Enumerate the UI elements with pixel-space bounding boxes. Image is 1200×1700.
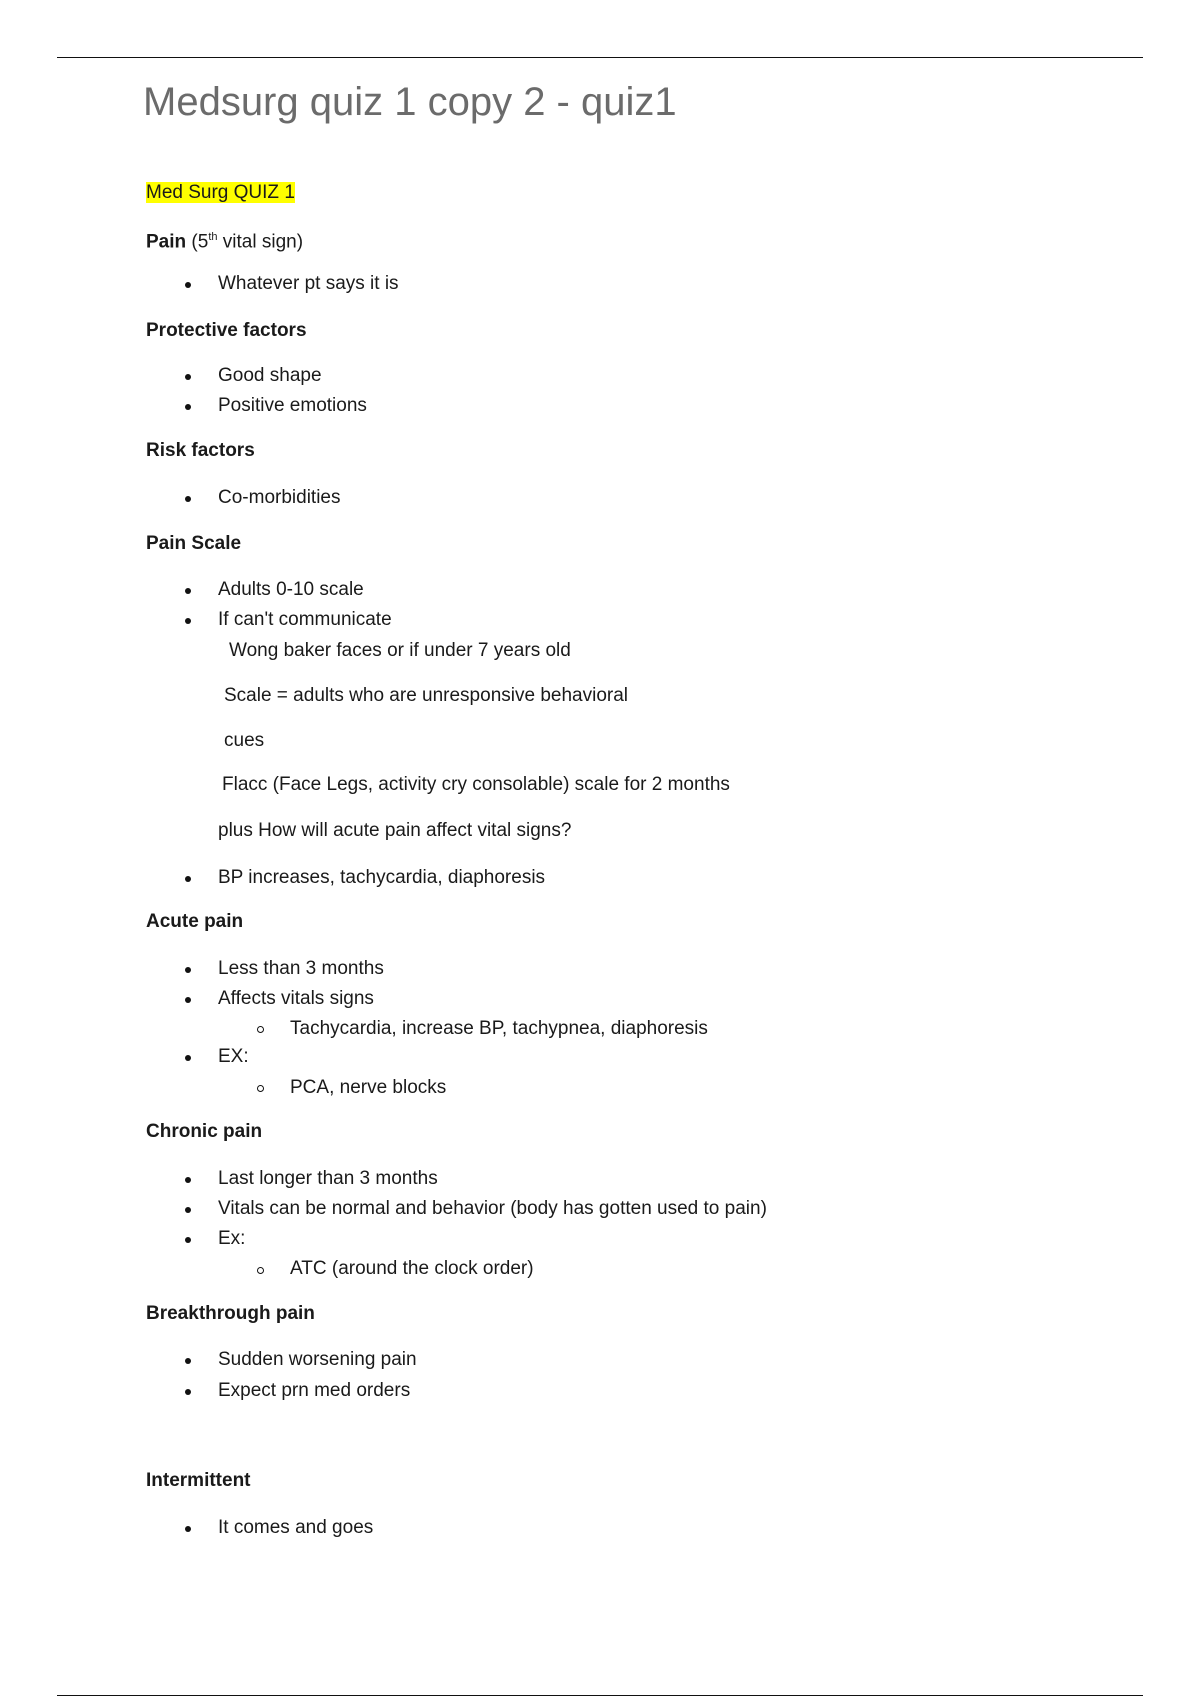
list-item: Sudden worsening pain — [218, 1349, 417, 1370]
scale-heading: Pain Scale — [146, 533, 242, 554]
list-item: Ex: — [218, 1228, 246, 1249]
bullet-icon — [185, 967, 191, 973]
list-item: Last longer than 3 months — [218, 1168, 438, 1189]
list-item: Positive emotions — [218, 395, 367, 416]
bullet-icon — [185, 876, 191, 882]
bullet-icon — [185, 1526, 191, 1532]
acute-heading: Acute pain — [146, 911, 244, 932]
list-item: Expect prn med orders — [218, 1380, 411, 1401]
sub-list-item: Tachycardia, increase BP, tachypnea, diaphoresis — [290, 1018, 708, 1039]
sub-list-item: ATC (around the clock order) — [290, 1258, 534, 1279]
scale-line: Scale = adults who are unresponsive behavioral — [224, 685, 629, 706]
highlighted-title: Med Surg QUIZ 1 — [146, 182, 295, 203]
bullet-icon — [185, 282, 191, 288]
pain-heading-label: Pain — [146, 231, 187, 253]
bullet-icon — [185, 1207, 191, 1213]
quiz-banner — [146, 181, 295, 205]
bullet-icon — [185, 1358, 191, 1364]
scale-line: cues — [224, 730, 265, 751]
sub-bullet-icon — [257, 1026, 264, 1033]
pain-note-sup: th — [208, 231, 218, 243]
list-item: BP increases, tachycardia, diaphoresis — [218, 867, 546, 888]
chronic-heading: Chronic pain — [146, 1121, 263, 1142]
list-item: Affects vitals signs — [218, 988, 374, 1009]
intermittent-heading: Intermittent — [146, 1470, 251, 1491]
sub-list-item: PCA, nerve blocks — [290, 1077, 447, 1098]
list-item: Adults 0-10 scale — [218, 579, 364, 600]
bullet-icon — [185, 404, 191, 410]
breakthrough-heading: Breakthrough pain — [146, 1303, 315, 1324]
bullet-icon — [185, 997, 191, 1003]
bullet-icon — [185, 1055, 191, 1061]
top-rule — [57, 57, 1143, 58]
list-item: Less than 3 months — [218, 958, 384, 979]
bullet-icon — [185, 1237, 191, 1243]
list-item: Vitals can be normal and behavior (body has gotten used to pain) — [218, 1198, 767, 1219]
bullet-icon — [185, 1389, 191, 1395]
bullet-icon — [185, 588, 191, 594]
bullet-icon — [185, 374, 191, 380]
pain-heading — [146, 225, 303, 254]
sub-bullet-icon — [257, 1085, 264, 1092]
sub-bullet-icon — [257, 1267, 264, 1274]
bullet-icon — [185, 618, 191, 624]
pain-note-suffix: vital sign) — [217, 231, 304, 253]
list-item: If can't communicate — [218, 609, 392, 630]
scale-line: Wong baker faces or if under 7 years old — [229, 640, 571, 661]
risk-heading: Risk factors — [146, 440, 255, 461]
list-item: Whatever pt says it is — [218, 273, 399, 294]
scale-line: plus How will acute pain affect vital signs? — [218, 820, 572, 841]
bottom-rule — [57, 1695, 1143, 1696]
list-item: Good shape — [218, 365, 322, 386]
list-item: It comes and goes — [218, 1517, 374, 1538]
bullet-icon — [185, 1177, 191, 1183]
bullet-icon — [185, 496, 191, 502]
pain-note-prefix: (5 — [191, 231, 209, 253]
list-item: EX: — [218, 1046, 249, 1067]
list-item: Co-morbidities — [218, 487, 341, 508]
protective-heading: Protective factors — [146, 320, 307, 341]
document-title: Medsurg quiz 1 copy 2 - quiz1 — [143, 80, 677, 124]
scale-line: Flacc (Face Legs, activity cry consolable) scale for 2 months — [222, 774, 730, 795]
